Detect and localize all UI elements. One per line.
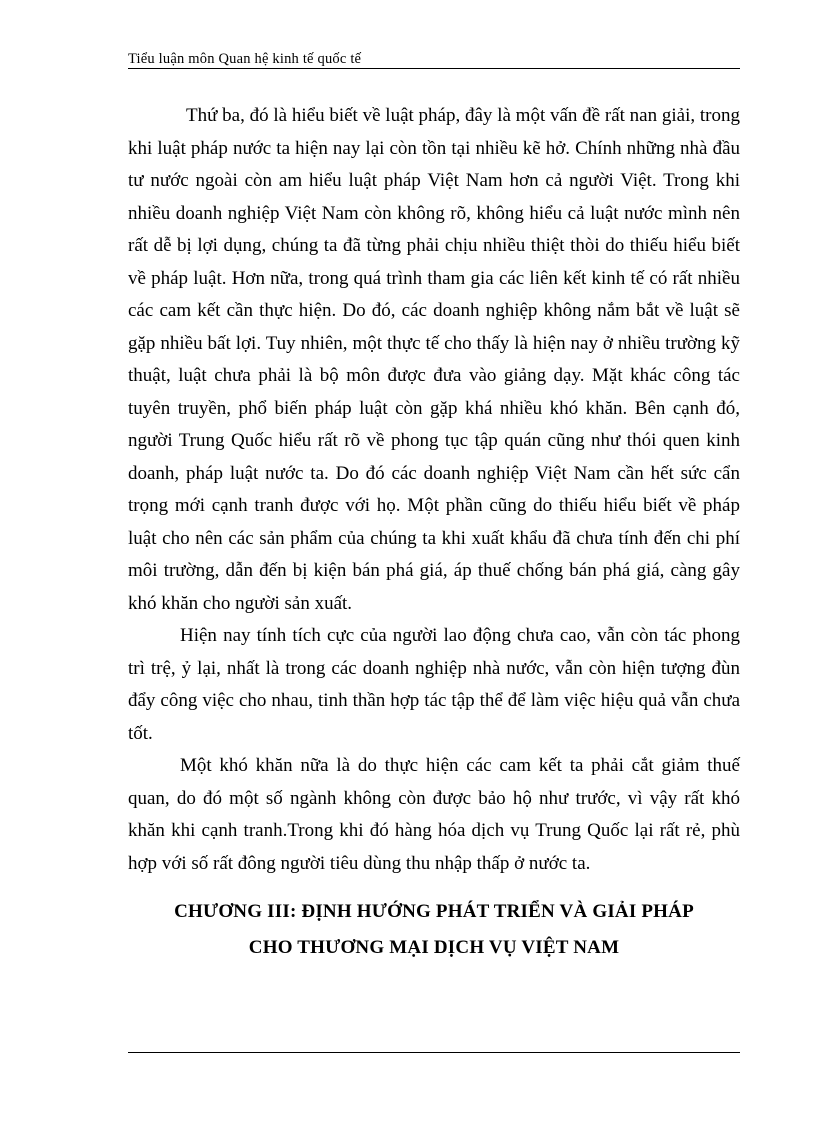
chapter-heading-line-2: CHO THƯƠNG MẠI DỊCH VỤ VIỆT NAM xyxy=(248,937,620,958)
chapter-heading-line-1: CHƯƠNG III: ĐỊNH HƯỚNG PHÁT TRIỂN VÀ GIẢI PHÁP xyxy=(174,901,694,922)
chapter-heading xyxy=(128,894,740,966)
header-divider xyxy=(128,68,740,69)
running-header: Tiểu luận môn Quan hệ kinh tế quốc tế xyxy=(128,51,362,67)
paragraph-legal-knowledge: Thứ ba, đó là hiểu biết về luật pháp, đây là một vấn đề rất nan giải, trong khi luật pháp nước ta hiện nay lại còn tồn tại nhiều kẽ hở. Chính những nhà đầu tư nước ngoài còn am hiểu luật pháp Việt Nam hơn cả người Việt. Trong khi nhiều doanh nghiệp Việt Nam còn không rõ, không hiểu cả luật nước mình nên rất dễ bị lợi dụng, chúng ta đã từng phải chịu nhiều thiệt thòi do thiếu hiểu biết về pháp luật. Hơn nữa, trong quá trình tham gia các liên kết kinh tế có rất nhiều các cam kết cần thực hiện. Do đó, các doanh nghiệp không nắm bắt về luật sẽ gặp nhiều bất lợi. Tuy nhiên, một thực tế cho thấy là hiện nay ở nhiều trường kỹ thuật, luật chưa phải là bộ môn được đưa vào giảng dạy. Mặt khác công tác tuyên truyền, phổ biến pháp luật còn gặp khá nhiều khó khăn. Bên cạnh đó, người Trung Quốc hiểu rất rõ về phong tục tập quán cũng như thói quen kinh doanh, pháp luật nước ta. Do đó các doanh nghiệp Việt Nam cần hết sức cẩn trọng mới cạnh tranh được với họ. Một phần cũng do thiếu hiểu biết về pháp luật cho nên các sản phẩm của chúng ta khi xuất khẩu đã chưa tính đến chi phí môi trường, dẫn đến bị kiện bán phá giá, áp thuế chống bán phá giá, càng gây khó khăn cho người sản xuất. xyxy=(128,105,740,614)
footer-divider xyxy=(128,1052,740,1053)
document-body xyxy=(128,100,740,966)
paragraph-tariff-cuts: Một khó khăn nữa là do thực hiện các cam kết ta phải cắt giảm thuế quan, do đó một số ngành không còn được bảo hộ như trước, vì vậy rất khó khăn khi cạnh tranh.Trong khi đó hàng hóa dịch vụ Trung Quốc lại rất rẻ, phù hợp với số rất đông người tiêu dùng thu nhập thấp ở nước ta. xyxy=(128,755,740,874)
paragraph-labor-attitude: Hiện nay tính tích cực của người lao động chưa cao, vẫn còn tác phong trì trệ, ỷ lại, nhất là trong các doanh nghiệp nhà nước, vẫn còn hiện tượng đùn đẩy công việc cho nhau, tinh thần hợp tác tập thể để làm việc hiệu quả vẫn chưa tốt. xyxy=(128,625,740,744)
